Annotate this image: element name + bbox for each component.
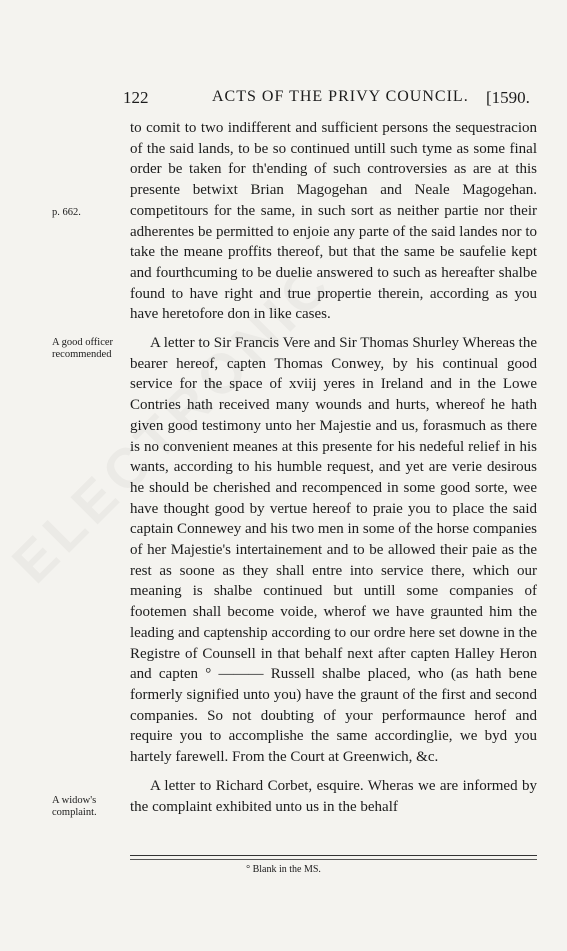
running-title: ACTS OF THE PRIVY COUNCIL. — [212, 88, 469, 105]
footnote: ° Blank in the MS. — [246, 864, 321, 875]
footnote-rule-thin — [130, 859, 537, 860]
body-text — [130, 118, 537, 825]
page-number: 122 — [123, 88, 149, 107]
paragraph-letter-vere-shurley: A letter to Sir Francis Vere and Sir Thomas Shurley Whereas the bearer hereof, capten Thomas Conwey, by his continual good service for the space of xviij yeres in Ireland and in the Lowe Contries hath received many wounds and hurts, whereof he hath given good testimony unto her Majestie and us, forasmuch as there is no convenient meanes at this presente for his nedeful relief in his wants, according to his humble request, and yet are verie desirous he should be cherished and recompenced in some good sorte, wee have thought good by vertue hereof to praie you to place the said captain Connewey and his two men in some of the horse companies of her Majestie's intertainement and to be allowed their paie as the rest as soone as they shall entre into service there, which our meaning is shalbe continued but untill some companies of footemen shall become voide, wherof we have graunted him the leading and captenship according to our ordre here set downe in the Registre of Counsell in that behalf next after capten Halley Heron and capten ° ——— Russell shalbe placed, who (as hath bene formerly signified unto you) have the graunt of the first and second companies. So not doubting of your performaunce herof and require you to accomplishe the same accordinglie, we byd you hartely farewell. From the Court at Greenwich, &c. — [130, 335, 538, 766]
paragraph-letter-corbet: A letter to Richard Corbet, esquire. Wheras we are informed by the complaint exhibited unto us in the behalf — [130, 777, 537, 815]
paragraph-sequestration: to comit to two indifferent and sufficient persons the sequestracion of the said lands, to be so continued untill such tyme as some final order be taken for th'ending of such controversies as are at this presente betwixt Brian Magogehan and Neale Magogehan. competitours for the same, in such sort as neither partie nor their adherentes be permitted to enjoie any parte of the said landes nor to take the meane proffits thereof, but that the same be saufelie kept and fourthcuming to be duelie answered to such as hereafter shalbe found to have right and true propertie therein, according as you have heretofore don in like cases. — [130, 120, 537, 323]
footnote-rule — [130, 855, 537, 856]
margin-note-widow-complaint: A widow's complaint. — [52, 795, 97, 818]
running-header — [0, 88, 567, 112]
margin-note-good-officer: A good officer recommended — [52, 337, 114, 360]
margin-page-reference: p. 662. — [52, 207, 81, 218]
header-year: [1590. — [486, 88, 530, 107]
